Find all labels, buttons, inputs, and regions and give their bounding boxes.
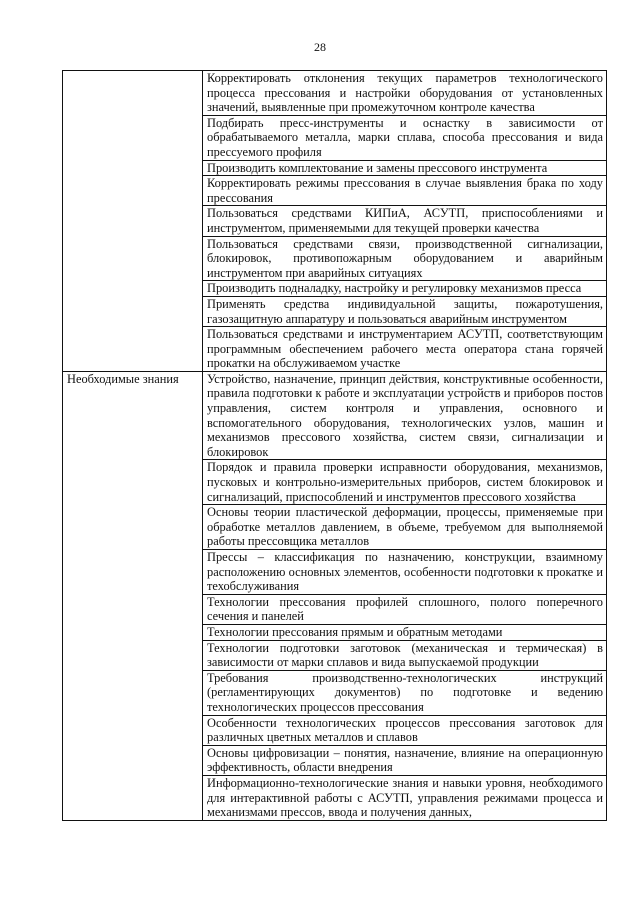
requirement-item: Применять средства индивидуальной защиты, пожаротушения, газозащитную аппаратуру и пользоваться аварийным инструментом <box>203 297 606 327</box>
requirement-item: Технологии подготовки заготовок (механическая и термическая) в зависимости от марки сплавов и вида выпускаемой продукции <box>203 641 606 671</box>
row-label: Необходимые знания <box>63 372 203 820</box>
requirement-item: Производить подналадку, настройку и регулировку механизмов пресса <box>203 281 606 297</box>
requirement-item: Требования производственно-технологических инструкций (регламентирующих документов) по подготовке и ведению технологических процессов прессования <box>203 671 606 716</box>
requirement-item: Информационно-технологические знания и навыки уровня, необходимого для интерактивной работы с АСУТП, управления режимами процесса и механизмами прессов, ввода и получения данных, <box>207 775 603 820</box>
requirement-item: Устройство, назначение, принцип действия, конструктивные особенности, правила подготовки к работе и эксплуатации устройств и приборов постов управления, систем контроля и управления, основного и вспомогательного оборудования, технологических узлов, машин и механизмов прессового хозяйства, систем связи, сигнализации и блокировок <box>203 372 606 461</box>
requirement-item: Пользоваться средствами КИПиА, АСУТП, приспособлениями и инструментом, применяемыми для текущей проверки качества <box>203 206 606 236</box>
requirement-item: Прессы – классификация по назначению, конструкции, взаимному расположению основных элементов, особенности подготовки к прокатке и техобслуживания <box>203 550 606 595</box>
requirement-item: Порядок и правила проверки исправности оборудования, механизмов, пусковых и контрольно-измерительных приборов, систем блокировок и сигнализаций, приспособлений и инструментов прессового хозяйства <box>203 460 606 505</box>
requirement-item: Пользоваться средствами связи, производственной сигнализации, блокировок, противопожарным оборудованием и аварийным инструментом при аварийных ситуациях <box>203 237 606 282</box>
row-items <box>203 372 606 820</box>
row-items <box>203 71 606 371</box>
requirement-item: Основы цифровизации – понятия, назначение, влияние на операционную эффективность, области внедрения <box>203 746 606 776</box>
requirement-item: Корректировать режимы прессования в случае выявления брака по ходу прессования <box>203 176 606 206</box>
requirement-item: Производить комплектование и замены прессового инструмента <box>203 161 606 177</box>
requirement-item: Подбирать пресс-инструменты и оснастку в зависимости от обрабатываемого металла, марки сплава, способа прессования и вида прессуемого профиля <box>203 116 606 161</box>
requirement-item: Пользоваться средствами и инструментарием АСУТП, соответствующим программным обеспечением рабочего места оператора стана горячей прокатки на обслуживаемом участке <box>207 327 603 371</box>
table-row <box>63 372 606 820</box>
table-row <box>63 71 606 372</box>
requirement-item: Корректировать отклонения текущих параметров технологического процесса прессования и настройки оборудования от установленных значений, выявленные при промежуточном контроле качества <box>203 71 606 116</box>
requirement-item: Особенности технологических процессов прессования заготовок для различных цветных металлов и сплавов <box>203 716 606 746</box>
page-number: 28 <box>314 40 326 54</box>
requirement-item: Технологии прессования профилей сплошного, полого поперечного сечения и панелей <box>203 595 606 625</box>
row-label <box>63 71 203 371</box>
requirement-item: Технологии прессования прямым и обратным методами <box>203 625 606 641</box>
requirements-table <box>62 70 607 821</box>
requirement-item: Основы теории пластической деформации, процессы, применяемые при обработке металлов давлением, в объеме, требуемом для выполняемой работы прессовщика металлов <box>203 505 606 550</box>
